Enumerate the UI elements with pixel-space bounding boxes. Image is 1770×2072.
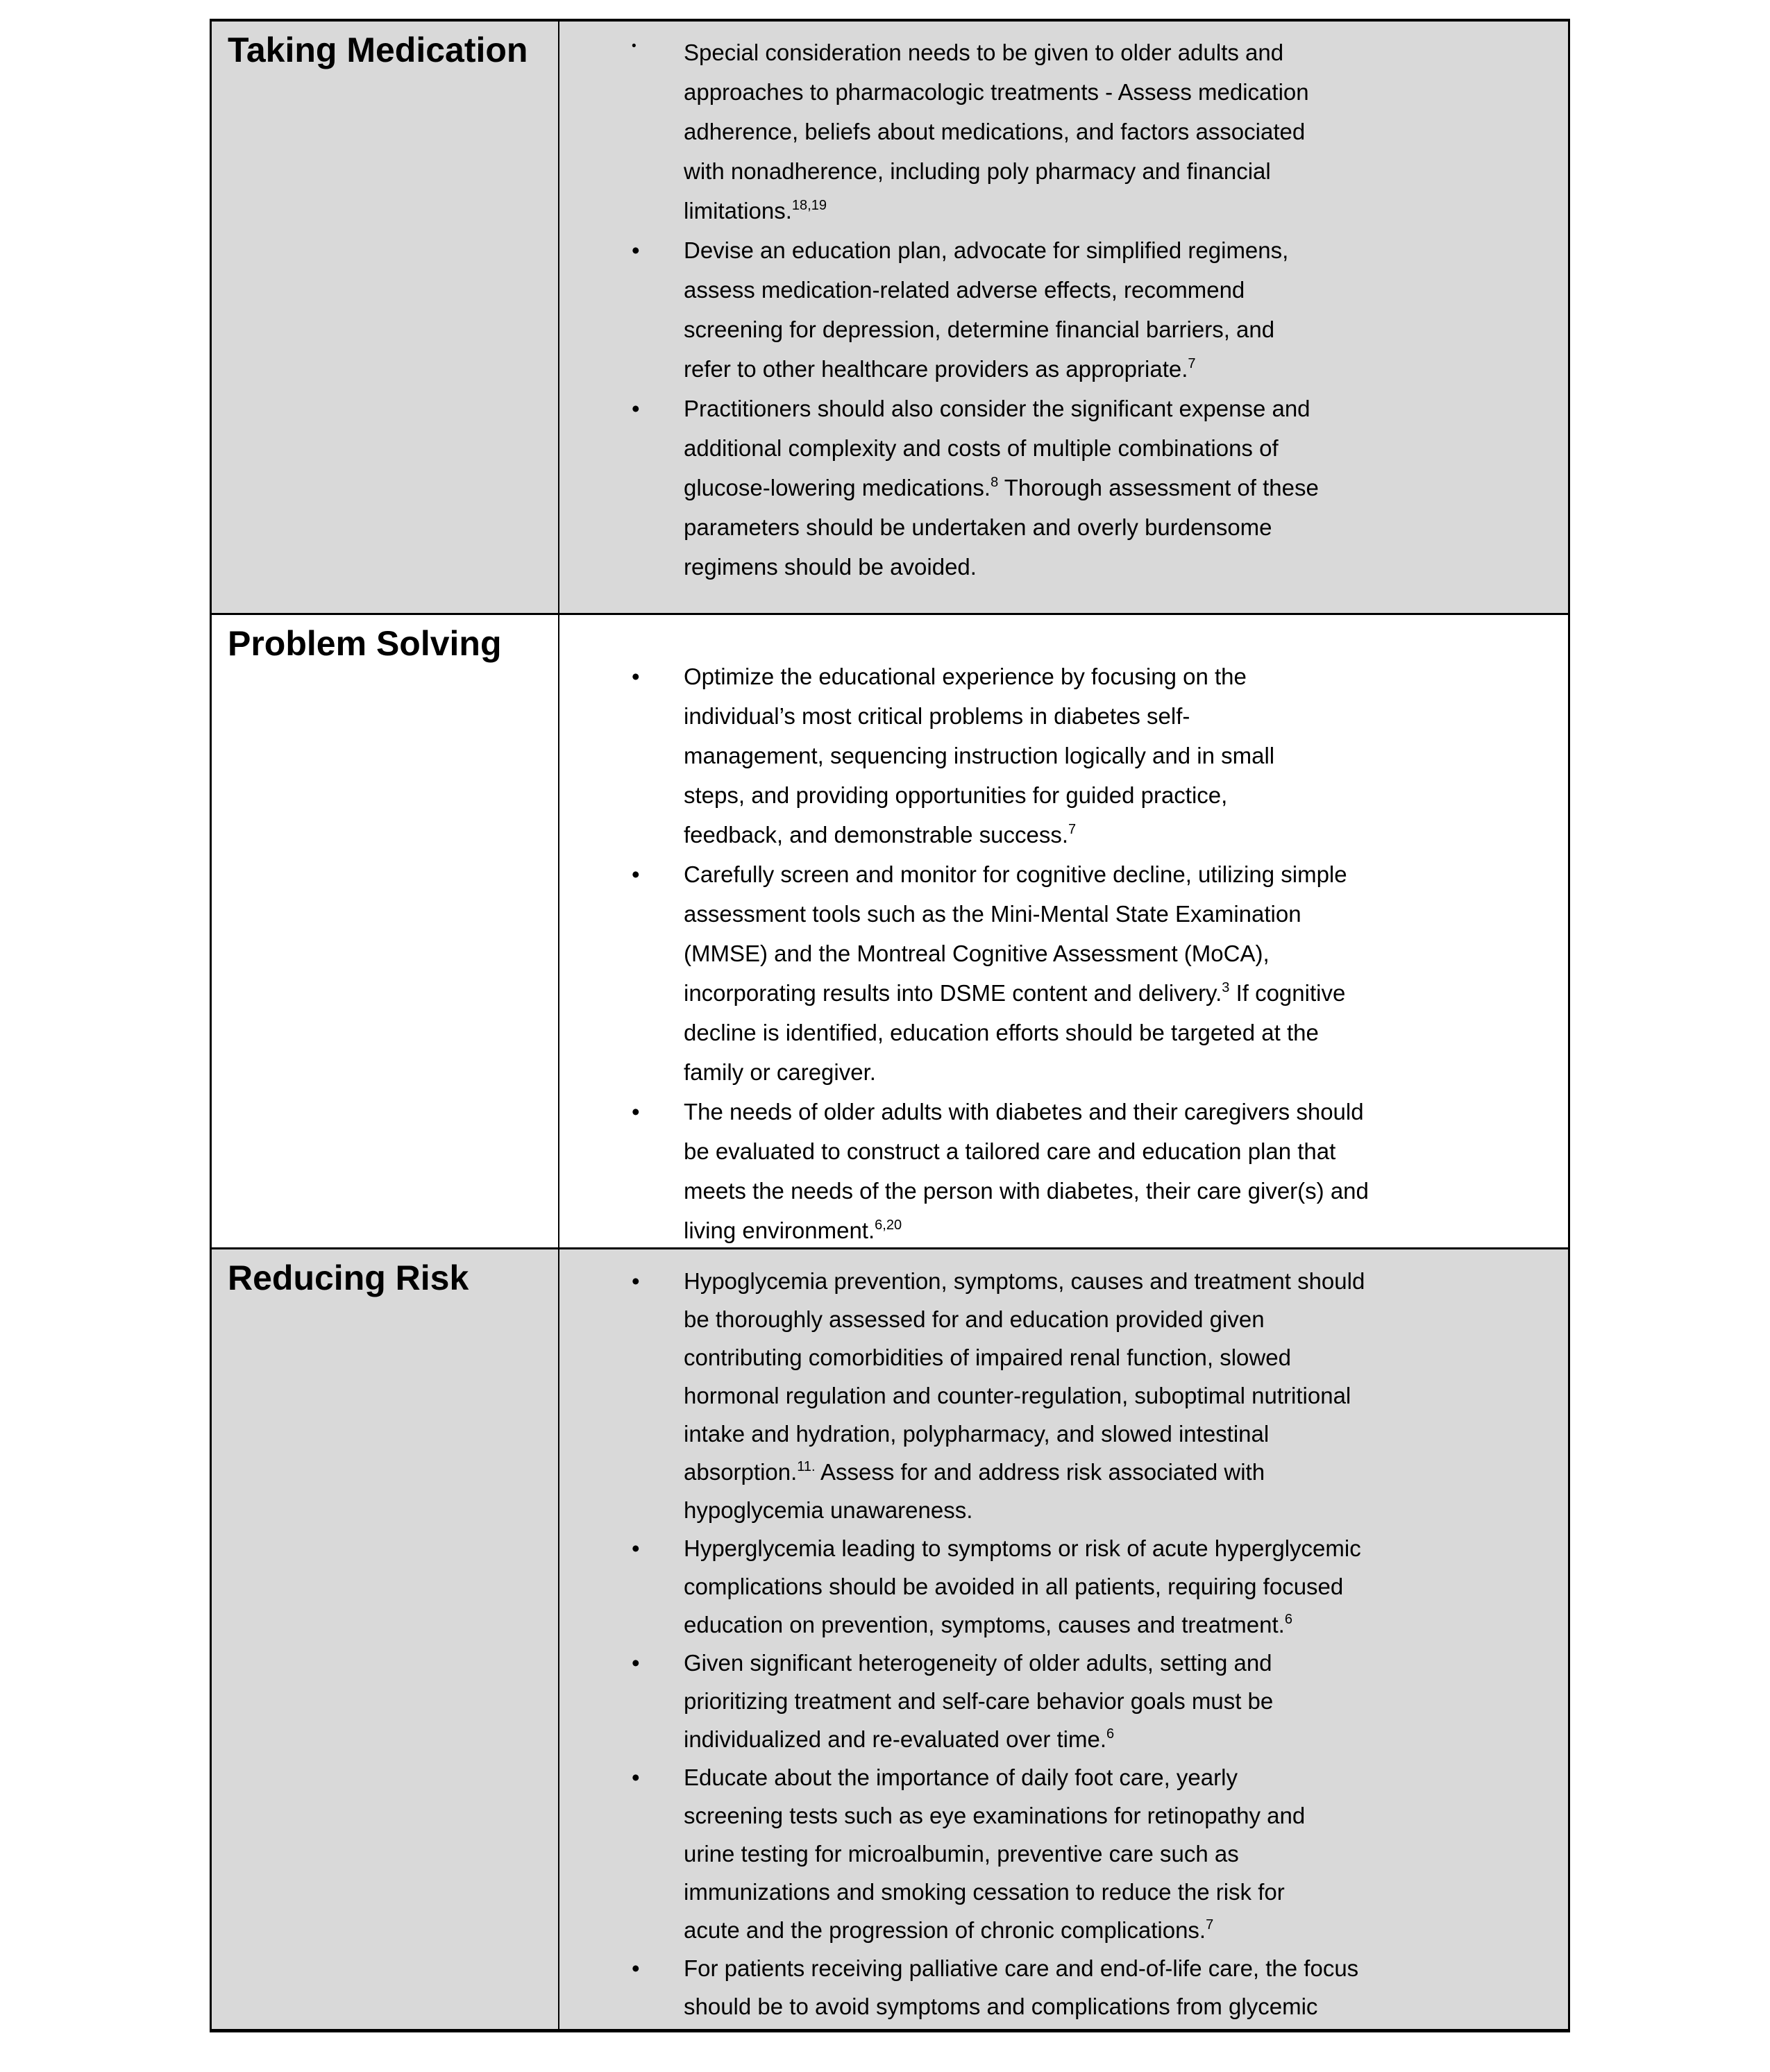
row-header-label: Reducing Risk bbox=[228, 1258, 469, 1297]
list-item bbox=[559, 854, 1568, 1092]
list-item bbox=[559, 1644, 1568, 1758]
bullet-marker-icon: • bbox=[632, 1535, 640, 1561]
list-item bbox=[559, 389, 1568, 587]
list-item bbox=[559, 1758, 1568, 1949]
bullet-marker-icon: • bbox=[632, 1099, 640, 1125]
list-item bbox=[559, 1092, 1568, 1247]
reference-superscript: 18,19 bbox=[791, 198, 827, 213]
reference-superscript: 7 bbox=[1068, 822, 1077, 837]
bullet-text: Special consideration needs to be given to older adults and approaches to pharmacologic treatments - Assess medication adherence, beliefs about medications, and factors associated with nonadherence, including poly pharmacy and financial limitations.$^{18,19}$ bbox=[684, 40, 1309, 224]
recommendations-cell bbox=[559, 1249, 1568, 2029]
list-item bbox=[559, 33, 1568, 230]
behavior-header-cell bbox=[212, 615, 559, 1247]
list-item bbox=[559, 1529, 1568, 1644]
self-care-behaviors-table bbox=[210, 19, 1570, 2032]
recommendations-cell bbox=[559, 615, 1568, 1247]
row-header-label: Taking Medication bbox=[228, 31, 528, 69]
bullet-text: Practitioners should also consider the significant expense and additional complexity and costs of multiple combinations of glucose-lowering medications.$^8$ Thorough assessment of these parameters should be undertaken and overly burdensome regimens should be avoided. bbox=[684, 396, 1319, 580]
bullet-marker-icon: • bbox=[632, 39, 637, 53]
bullet-marker-icon: • bbox=[632, 237, 640, 263]
row-header-label: Problem Solving bbox=[228, 624, 502, 663]
recommendations-cell bbox=[559, 22, 1568, 613]
bullet-marker-icon: • bbox=[632, 1268, 640, 1294]
bullet-text: Carefully screen and monitor for cognitive decline, utilizing simple assessment tools such as the Mini-Mental State Examination (MMSE) and the Montreal Cognitive Assessment (MoCA), incorporating results into DSME content and delivery.$^3$ If cognitive decline is identified, education efforts should be targeted at the family or caregiver. bbox=[684, 861, 1347, 1085]
reference-superscript: 6 bbox=[1106, 1726, 1115, 1742]
list-item bbox=[559, 1262, 1568, 1529]
reference-superscript: 3 bbox=[1222, 980, 1230, 995]
bullet-marker-icon: • bbox=[632, 396, 640, 421]
table-row bbox=[212, 1247, 1568, 2029]
bullet-marker-icon: • bbox=[632, 664, 640, 689]
bullet-text: Devise an education plan, advocate for simplified regimens, assess medication-related adverse effects, recommend screening for depression, determine financial barriers, and refer to other healthcare providers as appropriate.$^7$ bbox=[684, 237, 1289, 382]
reference-superscript: 7 bbox=[1206, 1917, 1214, 1932]
bullet-text: For patients receiving palliative care and end-of-life care, the focus should be to avoid symptoms and complications from glycemic bbox=[684, 1955, 1359, 2019]
bullet-text: Hyperglycemia leading to symptoms or risk of acute hyperglycemic complications should be avoided in all patients, requiring focused education on prevention, symptoms, causes and treatment.$^6$ bbox=[684, 1535, 1361, 1637]
bullet-marker-icon: • bbox=[632, 861, 640, 887]
bullet-marker-icon: • bbox=[632, 1955, 640, 1981]
behavior-header-cell bbox=[212, 22, 559, 613]
reference-superscript: 11. bbox=[797, 1459, 816, 1474]
reference-superscript: 6 bbox=[1284, 1612, 1292, 1627]
bullet-text: The needs of older adults with diabetes and their caregivers should be evaluated to construct a tailored care and education plan that meets the needs of the person with diabetes, their care giver(s) and living environment.$^{6,20}$ bbox=[684, 1099, 1369, 1243]
list-item bbox=[559, 657, 1568, 854]
reference-superscript: 7 bbox=[1188, 356, 1196, 371]
bullet-list bbox=[559, 657, 1568, 1247]
list-item bbox=[559, 1949, 1568, 2025]
bullet-marker-icon: • bbox=[632, 1764, 640, 1790]
reference-superscript: 8 bbox=[991, 475, 999, 490]
bullet-text: Educate about the importance of daily foot care, yearly screening tests such as eye examinations for retinopathy and urine testing for microalbumin, preventive care such as immunizations and smoking cessation to reduce the risk for acute and the progression of chronic complications.$^7$ bbox=[684, 1764, 1306, 1943]
bullet-text: Optimize the educational experience by focusing on the individual’s most critical problems in diabetes self- management, sequencing instruction logically and in small steps, and providing opportunities for guided practice, feedback, and demonstrable success.$^7$ bbox=[684, 664, 1275, 848]
table-row bbox=[212, 22, 1568, 613]
table-row bbox=[212, 613, 1568, 1247]
bullet-marker-icon: • bbox=[632, 1650, 640, 1676]
bullet-text: Given significant heterogeneity of older adults, setting and prioritizing treatment and self-care behavior goals must be individualized and re-evaluated over time.$^6$ bbox=[684, 1650, 1274, 1752]
bullet-text: Hypoglycemia prevention, symptoms, causes and treatment should be thoroughly assessed for and education provided given contributing comorbidities of impaired renal function, slowed hormonal regulation and counter-regulation, suboptimal nutritional intake and hydration, polypharmacy, and slowed intestinal absorption.$^{11.}$ Assess for and address risk associated with hypoglycemia unawareness. bbox=[684, 1268, 1365, 1523]
bullet-list bbox=[559, 33, 1568, 587]
bullet-list bbox=[559, 1262, 1568, 2025]
list-item bbox=[559, 230, 1568, 389]
behavior-header-cell bbox=[212, 1249, 559, 2029]
reference-superscript: 6,20 bbox=[875, 1218, 902, 1233]
